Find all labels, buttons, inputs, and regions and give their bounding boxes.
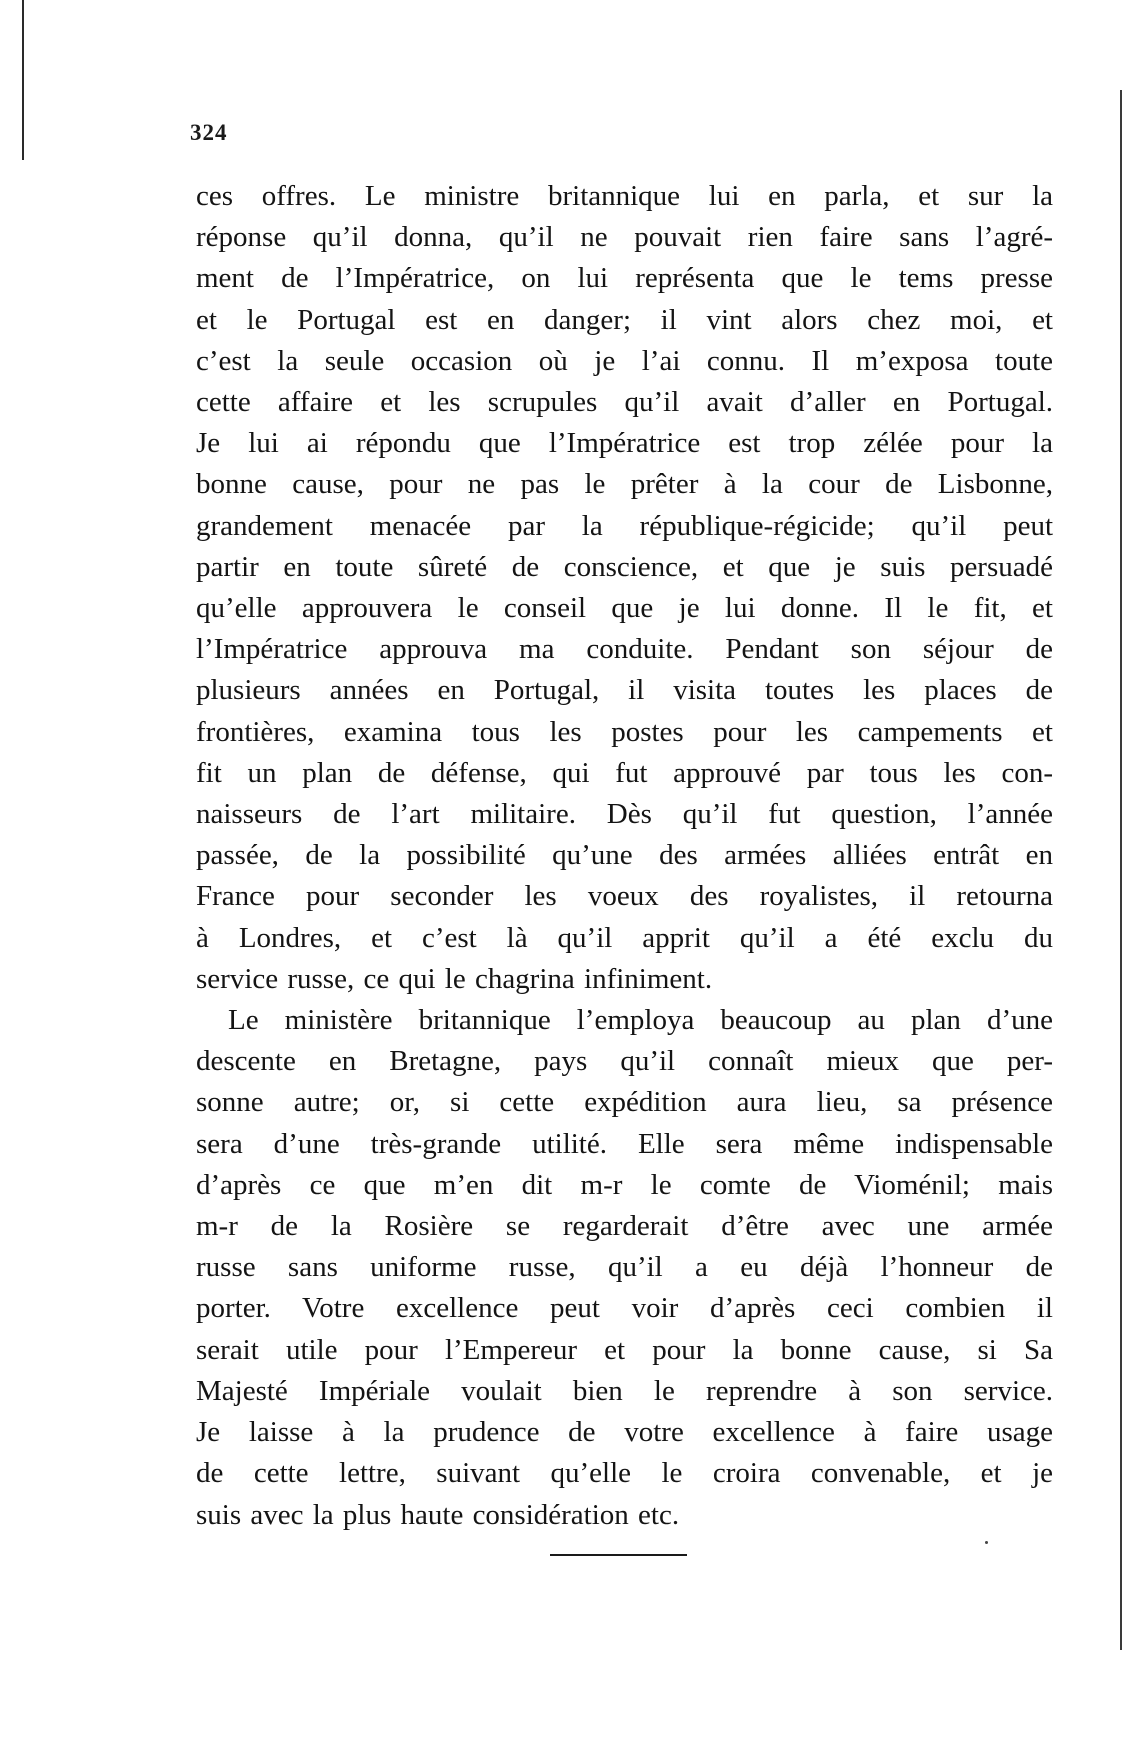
text-line: Je lui ai répondu que l’Impératrice est trop zélée pour la <box>196 427 1053 460</box>
text-line: France pour seconder les voeux des royalistes, il retourna <box>196 880 1053 913</box>
body-text <box>196 176 1053 1536</box>
text-line: Je laisse à la prudence de votre excellence à faire usage <box>196 1416 1053 1449</box>
text-line: plusieurs années en Portugal, il visita toutes les places de <box>196 674 1053 707</box>
page-number: 324 <box>190 120 228 145</box>
text-line: à Londres, et c’est là qu’il apprit qu’il a été exclu du <box>196 921 1053 954</box>
text-line: sonne autre; or, si cette expédition aura lieu, sa présence <box>196 1086 1053 1119</box>
right-page-edge <box>1120 90 1122 1650</box>
text-line: qu’elle approuvera le conseil que je lui donne. Il le fit, et <box>196 592 1053 625</box>
text-line: suis avec la plus haute considération etc. <box>196 1498 680 1531</box>
text-line: l’Impératrice approuva ma conduite. Pendant son séjour de <box>196 633 1053 666</box>
text-line: fit un plan de défense, qui fut approuvé par tous les con- <box>196 756 1053 789</box>
print-speck <box>985 1541 988 1544</box>
text-line: m-r de la Rosière se regarderait d’être avec une armée <box>196 1210 1053 1243</box>
text-line: grandement menacée par la république-régicide; qu’il peut <box>196 509 1053 542</box>
text-line: cette affaire et les scrupules qu’il avait d’aller en Portugal. <box>196 386 1053 419</box>
left-page-edge <box>22 0 24 160</box>
text-line: partir en toute sûreté de conscience, et que je suis persuadé <box>196 550 1053 583</box>
text-line: réponse qu’il donna, qu’il ne pouvait rien faire sans l’agré- <box>196 221 1053 254</box>
text-line: sera d’une très-grande utilité. Elle sera même indispensable <box>196 1127 1053 1160</box>
text-line: bonne cause, pour ne pas le prêter à la cour de Lisbonne, <box>196 468 1053 501</box>
text-line: ment de l’Impératrice, on lui représenta que le tems presse <box>196 262 1053 295</box>
text-line: frontières, examina tous les postes pour les campements et <box>196 715 1053 748</box>
text-line: porter. Votre excellence peut voir d’après ceci combien il <box>196 1292 1053 1325</box>
text-line: c’est la seule occasion où je l’ai connu. Il m’exposa toute <box>196 344 1053 377</box>
text-line: Majesté Impériale voulait bien le reprendre à son service. <box>196 1374 1053 1407</box>
text-line: ces offres. Le ministre britannique lui en parla, et sur la <box>196 180 1053 212</box>
text-line: russe sans uniforme russe, qu’il a eu déjà l’honneur de <box>196 1251 1053 1284</box>
text-line: d’après ce que m’en dit m-r le comte de Vioménil; mais <box>196 1168 1053 1201</box>
text-line: de cette lettre, suivant qu’elle le croira convenable, et je <box>196 1457 1053 1490</box>
paragraph-2 <box>196 1000 1053 1536</box>
text-line: naisseurs de l’art militaire. Dès qu’il fut question, l’année <box>196 798 1053 831</box>
text-line: service russe, ce qui le chagrina infiniment. <box>196 962 713 995</box>
text-line: et le Portugal est en danger; il vint alors chez moi, et <box>196 303 1053 336</box>
end-rule <box>550 1554 687 1556</box>
text-line: passée, de la possibilité qu’une des armées alliées entrât en <box>196 839 1053 872</box>
text-line: Le ministère britannique l’employa beaucoup au plan d’une <box>228 1004 1053 1037</box>
paragraph-1 <box>196 176 1053 1000</box>
text-line: descente en Bretagne, pays qu’il connaît mieux que per- <box>196 1045 1053 1078</box>
text-line: serait utile pour l’Empereur et pour la bonne cause, si Sa <box>196 1333 1053 1366</box>
